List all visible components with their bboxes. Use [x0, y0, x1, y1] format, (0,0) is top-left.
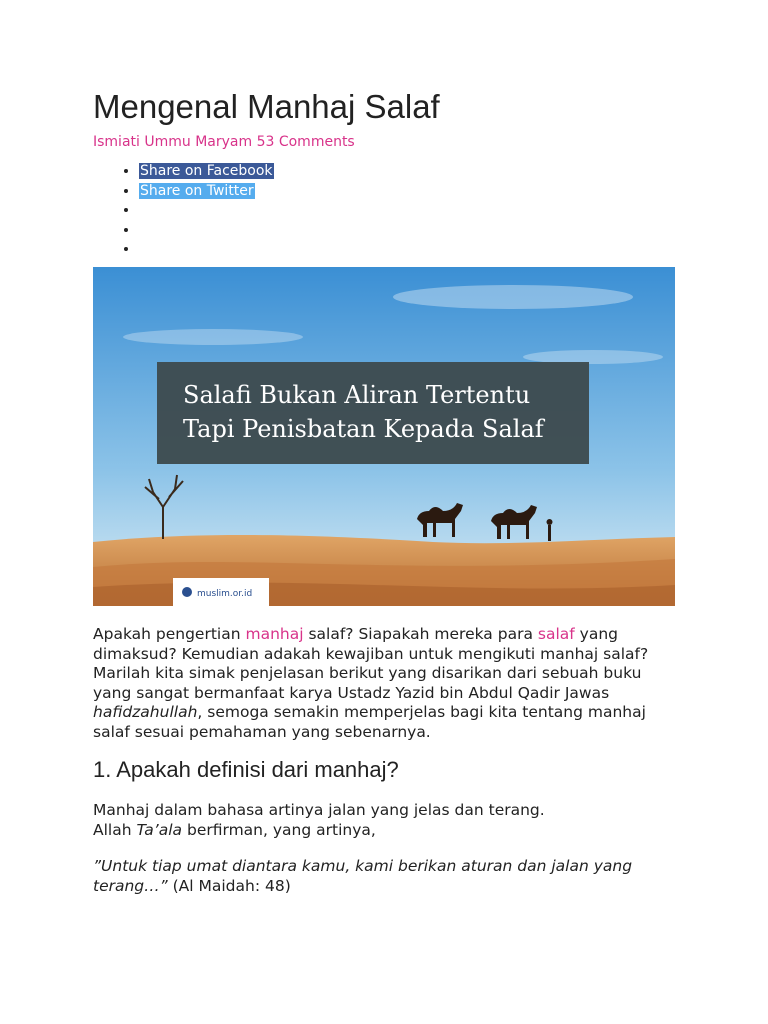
banner-line-2: Tapi Penisbatan Kepada Salaf: [183, 415, 544, 443]
firman-text: berfirman, yang artinya,: [182, 820, 376, 839]
author-link[interactable]: Ismiati Ummu Maryam: [93, 134, 253, 150]
share-twitter-button[interactable]: Share on Twitter: [140, 182, 254, 199]
definition-paragraph: [93, 801, 675, 840]
share-item-empty: [139, 201, 274, 221]
manhaj-link[interactable]: manhaj: [245, 625, 304, 643]
allah-text: Allah: [93, 820, 137, 839]
share-facebook-button[interactable]: Share on Facebook: [140, 163, 273, 179]
share-item-empty: [139, 240, 274, 260]
share-item-facebook: [139, 162, 274, 182]
quote-reference: (Al Maidah: 48): [167, 876, 291, 895]
salaf-link[interactable]: salaf: [537, 625, 575, 643]
banner-line-1: Salafi Bukan Aliran Tertentu: [183, 381, 531, 409]
intro-text-2: salaf? Siapakah mereka para: [303, 625, 538, 643]
intro-paragraph: [93, 625, 675, 742]
page-title: Mengenal Manhaj Salaf: [93, 88, 440, 125]
comments-link[interactable]: 53 Comments: [256, 134, 355, 150]
article-meta: [93, 134, 355, 150]
quote-paragraph: [93, 857, 675, 896]
share-item-empty: [139, 221, 274, 241]
logo-icon: [182, 587, 192, 597]
quote-text: ”Untuk tiap umat diantara kamu, kami berikan aturan dan jalan yang terang…”: [93, 857, 633, 895]
share-list: [93, 162, 274, 260]
intro-text-4: , semoga semakin memperjelas bagi kita tentang manhaj salaf sesuai pemahaman yang sebenarnya.: [93, 703, 646, 741]
intro-text-3: yang dimaksud? Kemudian adakah kewajiban untuk mengikuti manhaj salaf? Marilah kita simak penjelasan berikut yang disarikan dari sebuah buku yang sangat bermanfaat karya Ustadz Yazid bin Abdul Qadir Jawas: [93, 625, 649, 702]
hero-image: [93, 267, 675, 606]
title-banner: [157, 362, 589, 464]
share-item-twitter: [139, 182, 274, 202]
intro-italic: hafidzahullah: [93, 703, 198, 721]
intro-text-1: Apakah pengertian: [93, 625, 246, 643]
logo-text: muslim.or.id: [197, 589, 253, 599]
taala-italic: Ta’ala: [136, 820, 183, 839]
section-heading: 1. Apakah definisi dari manhaj?: [93, 757, 399, 782]
definition-line: Manhaj dalam bahasa artinya jalan yang jelas dan terang.: [93, 801, 545, 819]
